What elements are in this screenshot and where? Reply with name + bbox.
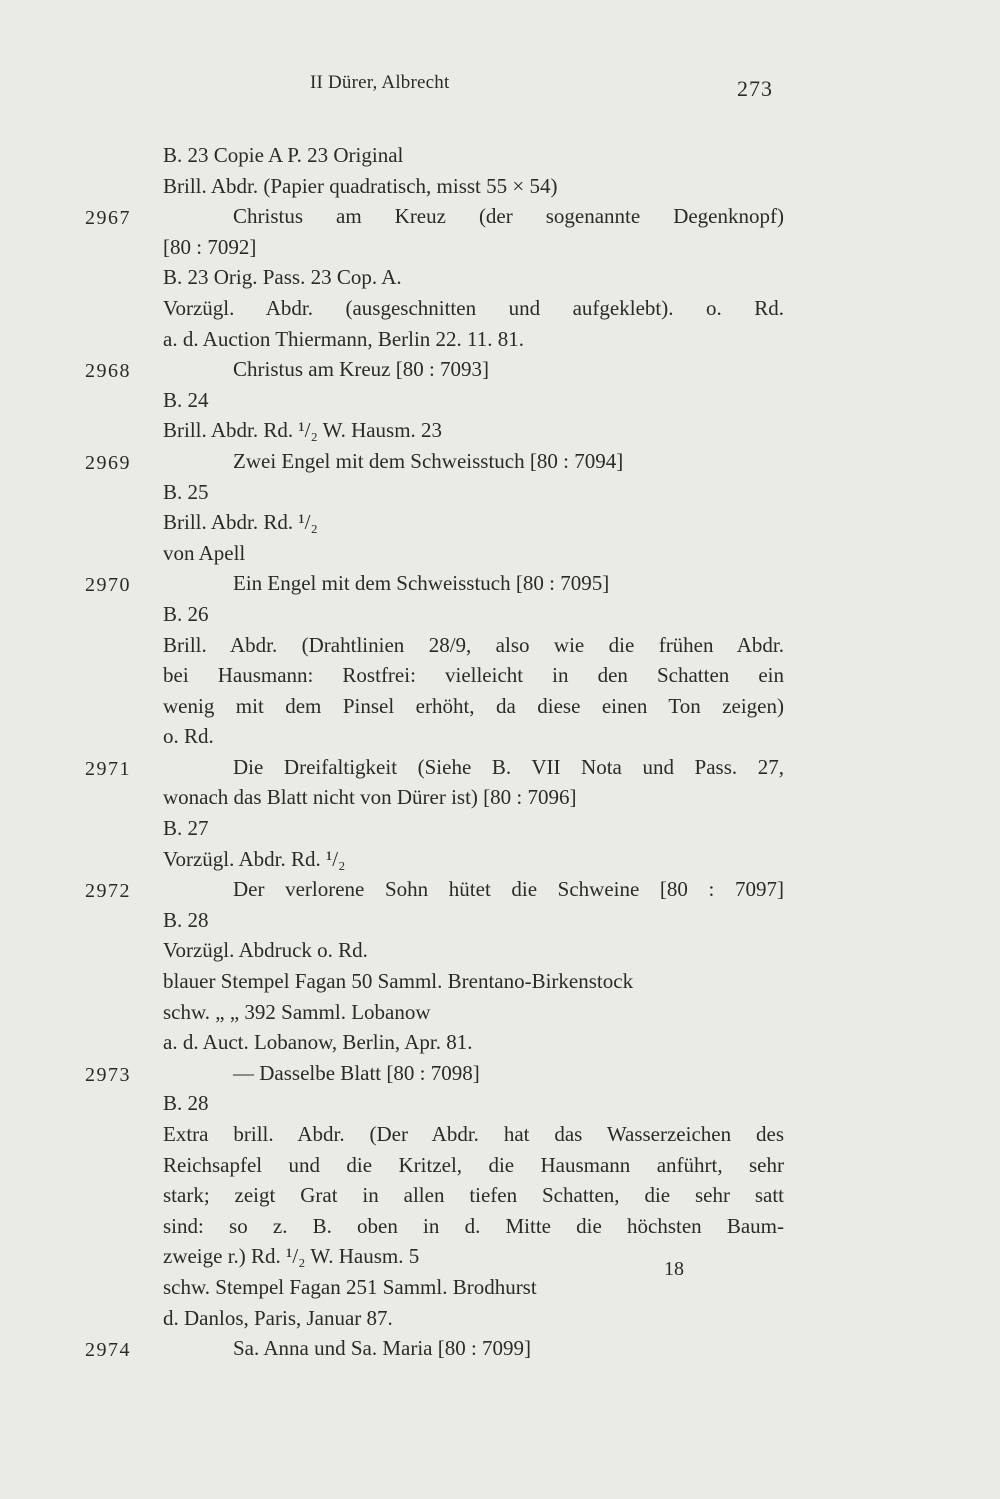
lot-number: 2971: [85, 757, 131, 780]
catalog-entry-line: [0, 201, 1000, 232]
catalog-text-line: [0, 1119, 1000, 1150]
entry-text: Brill. Abdr. (Papier quadratisch, misst 55 × 54): [163, 173, 558, 198]
entry-text: [80 : 7092]: [163, 234, 257, 259]
entry-text: Extra brill. Abdr. (Der Abdr. hat das Wasserzeichen des: [163, 1122, 784, 1146]
lot-number: 2972: [85, 880, 131, 903]
entry-text: B. 27: [163, 816, 209, 841]
entry-text: d. Danlos, Paris, Januar 87.: [163, 1305, 393, 1330]
entry-text: B. 28: [163, 907, 209, 932]
entry-text: B. 26: [163, 601, 209, 626]
entry-text: Der verlorene Sohn hütet die Schweine [80 : 7097]: [233, 877, 784, 902]
entry-text: Brill. Abdr. (Drahtlinien 28/9, also wie die frühen Abdr.: [163, 632, 784, 657]
running-title: II Dürer, Albrecht: [310, 72, 450, 93]
catalog-entry-line: [0, 752, 1000, 783]
catalog-text-line: [0, 140, 1000, 171]
catalog-text-line: [0, 1088, 1000, 1119]
entry-text: von Apell: [163, 540, 246, 565]
catalog-text-line: [0, 171, 1000, 202]
page-number: 273: [737, 76, 773, 101]
entry-text: bei Hausmann: Rostfrei: vielleicht in den Schatten ein: [163, 663, 784, 688]
entry-text: B. 25: [163, 479, 209, 504]
catalog-text-line: [0, 905, 1000, 936]
catalog-text-line: [0, 1211, 1000, 1242]
catalog-text-line: [0, 935, 1000, 966]
entry-text: Christus am Kreuz (der sogenannte Degenknopf): [233, 204, 784, 229]
catalog-text-line: [0, 721, 1000, 752]
entry-text: stark; zeigt Grat in allen tiefen Schatten, die sehr satt: [163, 1183, 784, 1208]
lot-number: 2974: [85, 1339, 131, 1362]
catalog-text-line: [0, 1180, 1000, 1211]
catalog-text-line: [0, 782, 1000, 813]
catalog-text-line: [0, 262, 1000, 293]
entry-text: Vorzügl. Abdr. Rd. ¹/₂: [163, 846, 346, 871]
catalog-entry-line: [0, 874, 1000, 905]
catalog-text-line: [0, 630, 1000, 661]
catalog-entry-line: [0, 354, 1000, 385]
entry-text: zweige r.) Rd. ¹/₂ W. Hausm. 5: [163, 1244, 420, 1269]
entry-text: Die Dreifaltigkeit (Siehe B. VII Nota und Pass. 27,: [233, 754, 784, 779]
lot-number: 2973: [85, 1063, 131, 1086]
catalog-text-line: [0, 1150, 1000, 1181]
entry-text: wenig mit dem Pinsel erhöht, da diese einen Ton zeigen): [163, 693, 784, 718]
catalog-text-line: [0, 538, 1000, 569]
catalog-text-line: [0, 477, 1000, 508]
entry-text: wonach das Blatt nicht von Dürer ist) [80 : 7096]: [163, 785, 577, 810]
entry-text: Zwei Engel mit dem Schweisstuch [80 : 7094]: [233, 448, 624, 473]
catalog-text-line: [0, 293, 1000, 324]
entry-text: Brill. Abdr. Rd. ¹/₂ W. Hausm. 23: [163, 418, 443, 443]
catalog-entry-line: [0, 1058, 1000, 1089]
entry-text: Vorzügl. Abdruck o. Rd.: [163, 938, 368, 963]
catalog-entry-line: [0, 1333, 1000, 1364]
catalog-entry-line: [0, 446, 1000, 477]
entry-text: B. 23 Copie A P. 23 Original: [163, 143, 404, 167]
catalog-text-line: [0, 660, 1000, 691]
lot-number: 2968: [85, 360, 131, 383]
catalog-text-line: [0, 385, 1000, 416]
entry-text: Sa. Anna und Sa. Maria [80 : 7099]: [233, 1336, 532, 1361]
entry-text: a. d. Auct. Lobanow, Berlin, Apr. 81.: [163, 1030, 473, 1055]
catalog-text-line: [0, 997, 1000, 1028]
page-header: [0, 72, 1000, 102]
catalog-text-line: [0, 507, 1000, 538]
entry-text: Christus am Kreuz [80 : 7093]: [233, 357, 490, 382]
entry-text: schw. „ „ 392 Samml. Lobanow: [163, 999, 431, 1024]
catalog-text-line: [0, 599, 1000, 630]
entry-text: Reichsapfel und die Kritzel, die Hausmann anführt, sehr: [163, 1152, 784, 1177]
entry-text: o. Rd.: [163, 724, 214, 749]
entry-text: a. d. Auction Thiermann, Berlin 22. 11. 81.: [163, 326, 525, 351]
entry-text: B. 23 Orig. Pass. 23 Cop. A.: [163, 265, 402, 290]
catalog-text-line: [0, 691, 1000, 722]
catalog-text-line: [0, 966, 1000, 997]
catalog-text-line: [0, 844, 1000, 875]
entry-text: blauer Stempel Fagan 50 Samml. Brentano-Birkenstock: [163, 969, 634, 994]
catalog-text-line: [0, 1303, 1000, 1334]
catalog-text-line: [0, 1027, 1000, 1058]
entry-text: B. 24: [163, 387, 209, 412]
catalog-text-line: [0, 232, 1000, 263]
lot-number: 2970: [85, 574, 131, 597]
catalog-text-line: [0, 813, 1000, 844]
entry-text: B. 28: [163, 1091, 209, 1116]
catalog-text-line: [0, 324, 1000, 355]
catalog-text-line: [0, 1272, 1000, 1303]
lot-number: 2969: [85, 451, 131, 474]
catalog-text-line: [0, 1241, 1000, 1272]
entry-text: sind: so z. B. oben in d. Mitte die höchsten Baum-: [163, 1213, 784, 1238]
lot-number: 2967: [85, 207, 131, 230]
entry-text: Ein Engel mit dem Schweisstuch [80 : 7095]: [233, 571, 610, 596]
entry-text: Brill. Abdr. Rd. ¹/₂: [163, 510, 318, 535]
entry-text: — Dasselbe Blatt [80 : 7098]: [233, 1060, 480, 1085]
catalog-entries: [0, 140, 1000, 1364]
signature-mark: 18: [664, 1258, 684, 1280]
catalog-text-line: [0, 415, 1000, 446]
entry-text: schw. Stempel Fagan 251 Samml. Brodhurst: [163, 1274, 537, 1299]
catalog-entry-line: [0, 568, 1000, 599]
entry-text: Vorzügl. Abdr. (ausgeschnitten und aufgeklebt). o. Rd.: [163, 295, 784, 320]
